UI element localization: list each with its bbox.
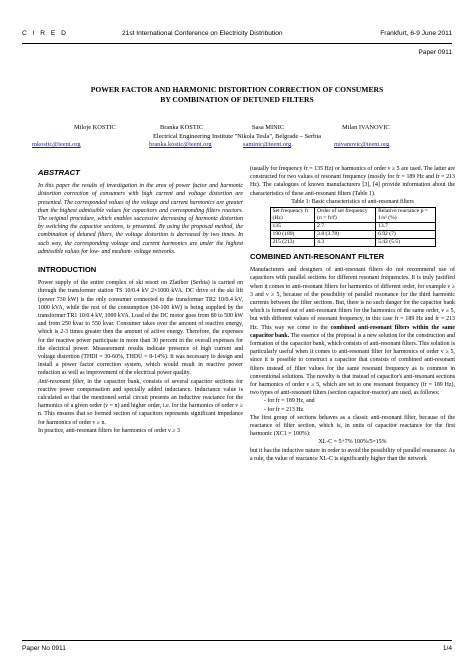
- abstract-heading: ABSTRACT: [38, 168, 80, 177]
- right-paragraph-1: (usually for frequency fr = 135 Hz) or harmonics of order ν ≥ 5 are used. The latter are constructed for two values of resonant frequency (mostly for fr = 189 Hz and fr = 213 Hz). The catalogues of known manufacturers [3], [4] provide information about the characteristics of these anti-resonant filters (Table 1).: [250, 166, 455, 197]
- table-cell: 4.3: [315, 239, 376, 247]
- table-cell: 190 (189): [270, 231, 315, 239]
- intro-paragraph-1: Power supply of the entire complex of ski resort on Zlatibor (Serbia) is carried on through the transformer station TS 10/0.4 kV 2×1000 kVA. DC drive of the ski lift (power 730 kW) is the only consumer connected to the transformer TR2 10/0.4 kV, 1000 kVA, while the rest of the consumption (30-100 kW) is being supplied by the transformer TR1 10/0.4 kV, 1000 kVA. Load of the DC motor goes from 80 to 500 kW and from 250 kvar to 550 kvar. Consumer takes over the amount of reactive energy, which is 2-3 times greater then the amount of active energy. Therefore, the expenses for the reactive power participate in more than 30 percent in the overall expenses for the electrical power. Measurement results indicate presence of high current and voltage distortion (THDI = 30-60%, THDU = 8-14%). It was necessary to design and install a power factor correction system, which would result in reactive power reduction as well as improvement of the electrical power quality.: [38, 280, 243, 377]
- anti-resonant-lead: Anti-resonant filter,: [38, 378, 85, 385]
- author-block: [30, 124, 444, 150]
- bullet-item: - for fr = 213 Hz.: [264, 406, 305, 413]
- affiliation: Electrical Engineering Institute "Nikola Tesla", Belgrade – Serbia: [153, 133, 321, 140]
- paper-title: [30, 85, 444, 105]
- title-line-1: POWER FACTOR AND HARMONIC DISTORTION CORRECTION OF CONSUMERS: [90, 85, 384, 94]
- table-caption: Table 1: Basic characteristics of anti-resonant filters: [291, 198, 414, 205]
- footer-rule: [22, 640, 452, 641]
- author-email-link[interactable]: mivanovic@ieent.org: [334, 141, 390, 148]
- intro-heading: INTRODUCTION: [38, 265, 97, 275]
- left-column: [38, 165, 243, 435]
- table-cell: 215 (213): [270, 239, 315, 247]
- right-paragraph-4: but it has the inductive nature in order to avoid the possibility of parallel resonance. As a rule, the value of reactance XL-C is significantly higher than the network: [250, 447, 455, 462]
- equation: XL-C = 5+7% 100%/5=15%: [318, 439, 387, 446]
- right-paragraph-2-bold: combined anti-resonant filters within the same capacitor bank.: [250, 324, 456, 339]
- right-paragraph-2-tail: The essence of the proposal is a new solution for the construction and formation of the capacitor bank, which consists of anti-resonant filters. This solution is particularly useful when it comes to anti-resonant filter for harmonics of order ν ≥ 5, since it is possible to construct a capacitor that consists of combined anti-resonant filters instead of filter values for the same resonant frequency as is common in conventional solutions. The novelty is that instead of capacitor's anti-resonant sections for harmonics of order ν ≥ 5, which are set to one resonant frequency (fr = 189 Hz), two types of anti-resonant filters (section capacitor-reactor) are used, as follows:: [250, 332, 455, 397]
- page-header: [22, 30, 452, 42]
- author-name: Branka KOSTIC: [160, 124, 204, 131]
- header-location-date: Frankfurt, 6-9 June 2011: [380, 30, 452, 37]
- right-column: [250, 165, 455, 463]
- table-cell: 6.92 (7): [376, 231, 435, 239]
- author-name: Sasa MINIC: [252, 124, 285, 131]
- header-rule: [22, 43, 452, 44]
- right-paragraph-3: The first group of sections behaves as a classic anti-resonant filter, because of the reactance of filter section, which is, in units of capacitor reactance for the first harmonic (XC1 = 100%):: [250, 414, 455, 438]
- author-name: Miloje KOSTIC: [74, 124, 116, 131]
- bullet-item: - for fr = 189 Hz, and: [264, 398, 315, 405]
- right-paragraph-2: [250, 266, 455, 397]
- intro-paragraph-2-text: in the capacitor bank, consists of several capacitor sections for reactive power compensation and specially added inductance. Inductance value is calculated so that the mentioned serial circuit presents an inductive reactance for the harmonics of a given order (ν = n) and higher order, i.e. for the harmonics of order ν ≥ n. This ensures that so formed section of capacitors represents significant impedance for harmonics of order ν ≥ n.: [38, 378, 244, 426]
- table-header-cell: Order of set frequency (n = fr/f): [315, 208, 376, 223]
- table-cell: 2.7: [315, 223, 376, 231]
- author-email-link[interactable]: mkostic@ieent.org: [32, 141, 81, 148]
- abstract-text: In this paper the results of investigation in the area of power factor and harmonic distortion correction of consumers with high current and voltage distortion are presented. The corresponded values of the voltage and current harmonics are greater than the highest admissible values for capacitors and corresponding filters reactors. The original procedure, which enables successive decreasing of harmonic distortion by switching the capacitor sections, is presented. By using the proposed method, the combination of detuned filters, the voltage distortion is decreased by two times. In such way, the corresponding voltage and current harmonics are under the highest admissible values for low- and medium- voltage networks.: [38, 183, 243, 255]
- title-line-2: BY COMBINATION OF DETUNED FILTERS: [160, 95, 314, 104]
- footer-paper-number: Paper No 0911: [22, 645, 66, 652]
- filter-characteristics-table: [270, 207, 436, 247]
- table-cell: 135: [270, 223, 315, 231]
- table-row: [270, 223, 435, 231]
- table-cell: 3.8 (3.78): [315, 231, 376, 239]
- right-paragraph-2-text: Manufacturers and designers of anti-resonant filters do not recommend use of capacitors with parallel sections for different resonant frequencies. It is truly justified when it comes to anti-resonant filters for harmonics of different order, for example ν ≥ 3 and ν ≥ 5, because of the possibility of parallel resonance for the third harmonic currents between the filter sections. But, there is no such danger for the capacitor bank which is formed out of anti-resonant filters for the harmonics of the same order, ν ≥ 5, but with different values of resonant frequency, in this case fr = 189 Hz and fr = 213 Hz. This way we come to the: [250, 267, 455, 331]
- page-footer: [22, 645, 452, 652]
- table-cell: 5.42 (5.5): [376, 239, 435, 247]
- intro-paragraph-3: In practice, anti-resonant filters for harmonics of order ν ≥ 3: [38, 427, 180, 434]
- combined-filter-heading: COMBINED ANTI-RESONANT FILTER: [250, 252, 385, 262]
- header-paper-number: Paper 0911: [418, 49, 452, 56]
- footer-page-number: 1/4: [442, 645, 452, 652]
- header-conference-acronym: C I R E D: [22, 30, 68, 37]
- author-email-link[interactable]: branka.kostic@ieent.org: [149, 141, 212, 148]
- table-row: [270, 239, 435, 247]
- header-conference-name: 21st International Conference on Electricity Distribution: [122, 30, 283, 37]
- author-name: Milan IVANOVIC: [342, 124, 390, 131]
- table-row: [270, 231, 435, 239]
- table-cell: 13.7: [376, 223, 435, 231]
- table-header-cell: Set frequency fr (Hz): [270, 208, 315, 223]
- table-header-cell: Relative reactance p = 1/n² (%): [376, 208, 435, 223]
- author-email-link[interactable]: saminic@ieent.org: [243, 141, 292, 148]
- intro-paragraph-2: [38, 378, 243, 427]
